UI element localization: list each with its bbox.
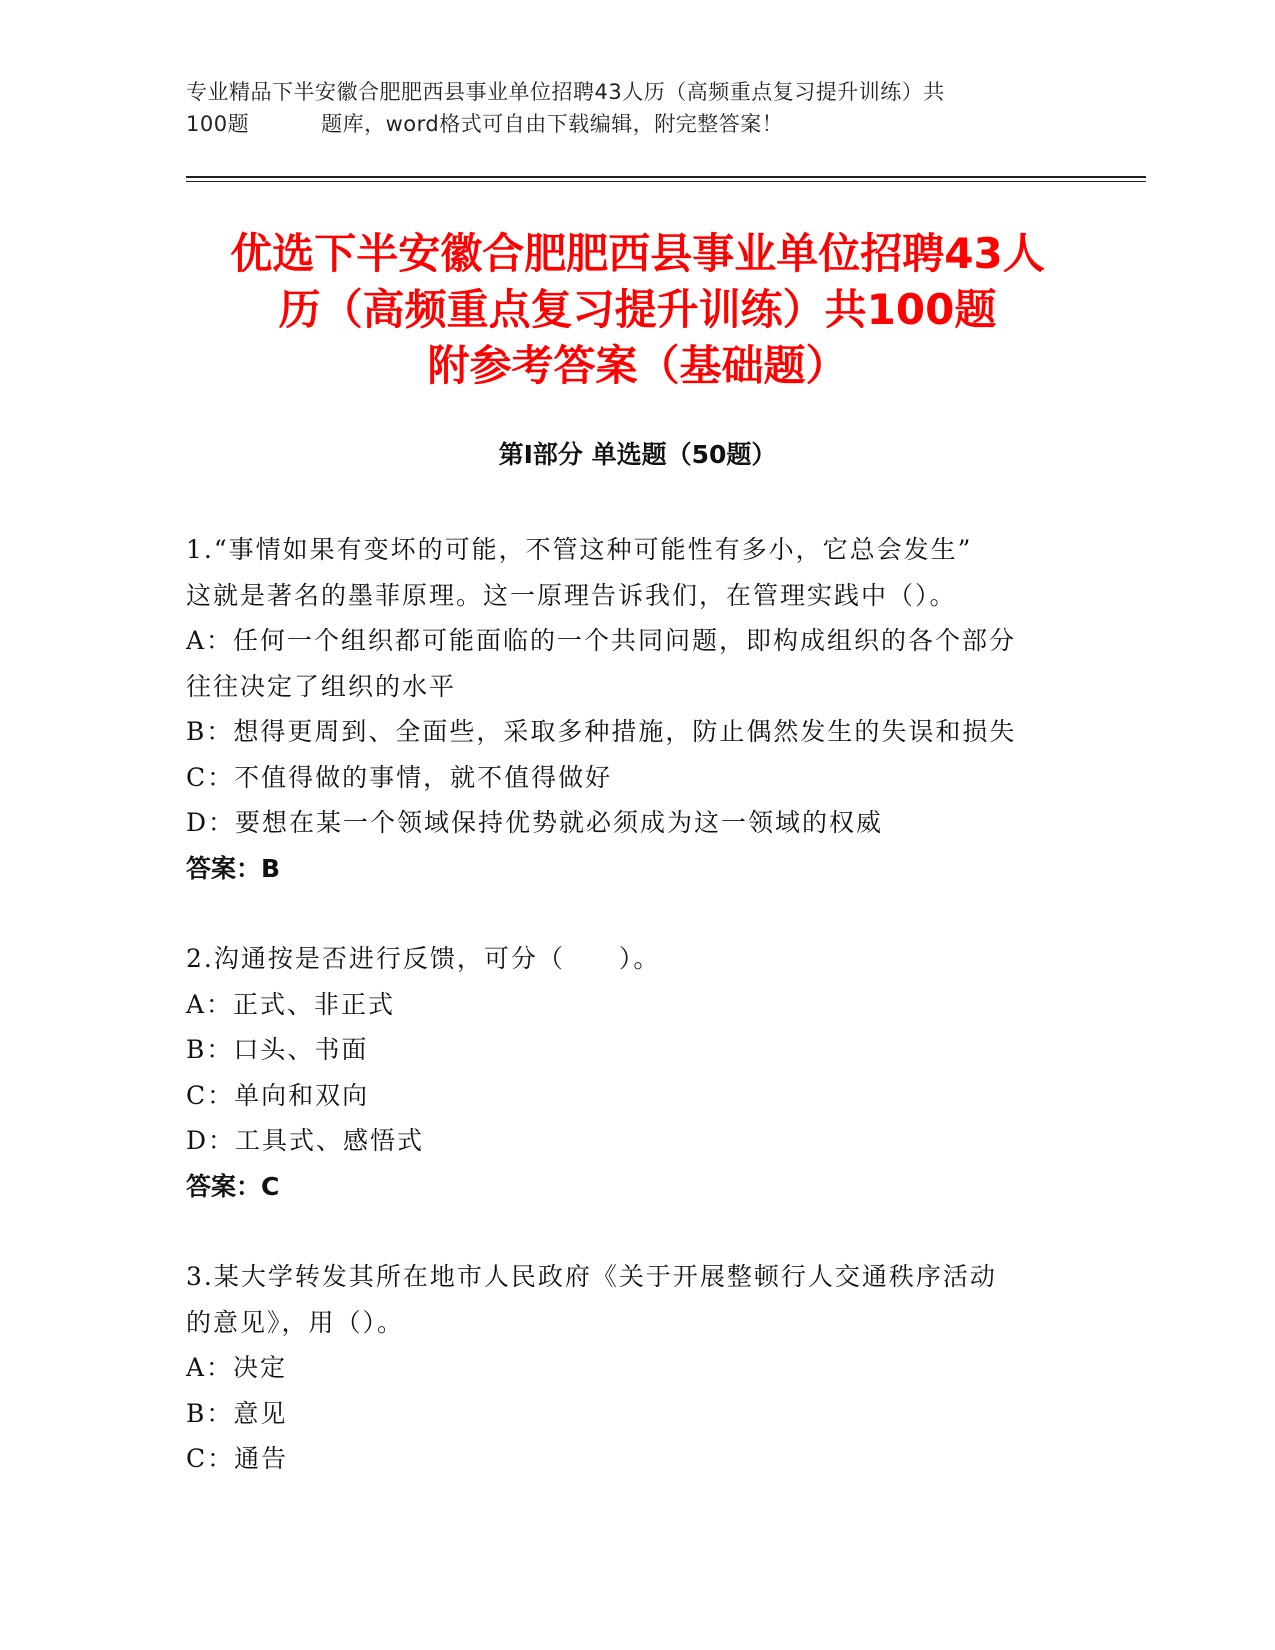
question-1 — [186, 527, 1086, 891]
header-note-line1: 专业精品下半安徽合肥肥西县事业单位招聘43人历（高频重点复习提升训练）共 — [186, 80, 945, 104]
option-b: B：口头、书面 — [186, 1035, 369, 1064]
answer-label: 答案：C — [186, 1171, 280, 1201]
question-list — [186, 527, 1086, 1527]
question-stem: 这就是著名的墨菲原理。这一原理告诉我们，在管理实践中（）。 — [186, 580, 957, 610]
option-c: C：通告 — [186, 1444, 289, 1473]
option-a: A：决定 — [186, 1353, 288, 1382]
section-title: 第Ⅰ部分 单选题（50题） — [498, 440, 777, 469]
header-note-description: 题库，word格式可自由下载编辑，附完整答案！ — [321, 112, 784, 136]
page-title-line1: 优选下半安徽合肥肥西县事业单位招聘43人 — [230, 229, 1045, 278]
question-stem: 3.某大学转发其所在地市人民政府《关于开展整顿行人交通秩序活动 — [186, 1262, 997, 1291]
option-d: D：要想在某一个领域保持优势就必须成为这一领域的权威 — [186, 808, 884, 837]
page-title-line2: 历（高频重点复习提升训练）共100题 — [278, 285, 997, 334]
question-3 — [186, 1254, 1086, 1482]
header-note-count: 100题 — [186, 112, 250, 136]
header-divider-thick — [186, 176, 1146, 178]
option-d: D：工具式、感悟式 — [186, 1126, 425, 1155]
option-c: C：不值得做的事情，就不值得做好 — [186, 762, 613, 792]
question-stem: 1.“事情如果有变坏的可能，不管这种可能性有多小，它总会发生” — [186, 535, 973, 564]
header-divider-thin — [186, 181, 1146, 182]
option-c: C：单向和双向 — [186, 1080, 370, 1110]
page-title — [160, 226, 1115, 394]
header-note — [186, 76, 1086, 140]
option-b: B：想得更周到、全面些，采取多种措施，防止偶然发生的失误和损失 — [186, 717, 1017, 746]
option-a: 往往决定了组织的水平 — [186, 671, 457, 701]
question-2 — [186, 936, 1086, 1209]
option-a: A：正式、非正式 — [186, 989, 396, 1019]
option-a: A：任何一个组织都可能面临的一个共同问题，即构成组织的各个部分 — [186, 626, 1017, 655]
answer-label: 答案：B — [186, 853, 281, 883]
question-stem: 的意见》，用（）。 — [186, 1307, 405, 1337]
page-title-line3: 附参考答案（基础题） — [427, 341, 848, 390]
question-stem: 2.沟通按是否进行反馈，可分（ ）。 — [186, 944, 661, 973]
header-note-line2 — [186, 108, 1086, 140]
option-b: B：意见 — [186, 1398, 288, 1428]
